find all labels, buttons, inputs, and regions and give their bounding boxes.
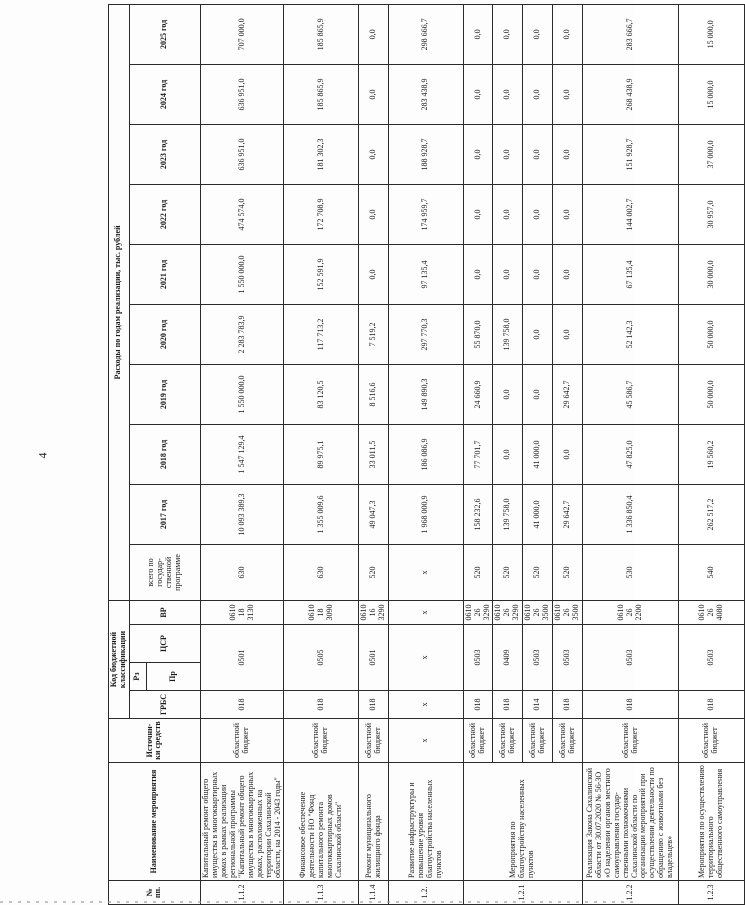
cell-year: 0,0 (553, 304, 583, 364)
cell-total: 1 336 850,4 (583, 484, 679, 544)
cell-grbs: 018 (679, 691, 745, 719)
cell-year: 283 666,7 (583, 4, 679, 64)
cell-source: областной бюджет (553, 719, 583, 763)
cell-year: 0,0 (359, 64, 389, 124)
cell-grbs: 018 (553, 691, 583, 719)
cell-num: 1.2. (388, 881, 463, 905)
cell-year: 97 135,4 (388, 244, 463, 304)
cell-source: областной бюджет (200, 719, 284, 763)
cell-year: 0,0 (553, 184, 583, 244)
header-total: всего по государ-ственной программе (129, 544, 200, 600)
cell-total: 49 047,3 (359, 484, 389, 544)
cell-year: 0,0 (493, 124, 523, 184)
header-year: 2024 год (129, 64, 200, 124)
cell-vr: 520 (359, 544, 389, 600)
cell-name: Развитие инфраструктуры и повышение уровня благоустройства населенных пунктов (388, 763, 463, 881)
cell-name: Мероприятия по благоустройству населенных пунктов (463, 763, 582, 881)
cell-year: 0,0 (493, 184, 523, 244)
cell-rzpr: 0503 (679, 625, 745, 691)
cell-year: 283 438,9 (388, 64, 463, 124)
header-csr: ЦСР (129, 625, 200, 663)
cell-year: 185 865,9 (284, 64, 359, 124)
cell-csr: x (388, 600, 463, 624)
cell-year: 1 547 129,4 (200, 424, 284, 484)
cell-csr: 061026 3500 (553, 600, 583, 624)
cell-vr: 520 (493, 544, 523, 600)
cell-year: 268 438,9 (583, 64, 679, 124)
cell-name: Ремонт муниципального жилищного фонда (359, 763, 389, 881)
cell-num: 1.1.4 (359, 881, 389, 905)
cell-year: 29 642,7 (553, 364, 583, 424)
cell-year: 181 302,3 (284, 124, 359, 184)
cell-year: 0,0 (463, 244, 493, 304)
cell-year: 7 519,2 (359, 304, 389, 364)
header-code-group: Код бюджетной классификации (109, 600, 130, 718)
cell-year: 15 000,0 (679, 64, 745, 124)
cell-name: Мероприятия по осуществлению территориального общественного самоуправления (679, 763, 745, 881)
table-row (388, 4, 463, 904)
cell-year: 172 708,9 (284, 184, 359, 244)
table-row (679, 4, 745, 904)
cell-year: 0,0 (553, 244, 583, 304)
page-number: 4 (35, 452, 50, 459)
cell-year: 186 086,9 (388, 424, 463, 484)
cell-year: 37 000,0 (679, 124, 745, 184)
cell-grbs: 018 (200, 691, 284, 719)
cell-total: 1 968 000,9 (388, 484, 463, 544)
cell-vr: 540 (679, 544, 745, 600)
header-year: 2022 год (129, 184, 200, 244)
cell-vr: 520 (553, 544, 583, 600)
cell-grbs: 018 (583, 691, 679, 719)
cell-rzpr: 0501 (359, 625, 389, 691)
cell-num: 1.2.2 (583, 881, 679, 905)
cell-year: 0,0 (463, 124, 493, 184)
table-row (583, 4, 679, 904)
cell-num: 1.1.2 (200, 881, 284, 905)
cell-year: 707 000,0 (200, 4, 284, 64)
cell-year: 0,0 (359, 244, 389, 304)
cell-year: 117 713,2 (284, 304, 359, 364)
cell-year: 30 000,0 (679, 244, 745, 304)
cell-rzpr: 0503 (553, 625, 583, 691)
cell-vr: x (388, 544, 463, 600)
cell-csr: 061018 3130 (200, 600, 284, 624)
cell-grbs: 018 (284, 691, 359, 719)
cell-year: 8 516,6 (359, 364, 389, 424)
cell-year: 0,0 (523, 244, 553, 304)
cell-year: 139 758,0 (493, 304, 523, 364)
cell-year: 0,0 (493, 4, 523, 64)
cell-year: 55 870,0 (463, 304, 493, 364)
cell-year: 83 120,5 (284, 364, 359, 424)
table-header (109, 4, 201, 904)
header-year: 2021 год (129, 244, 200, 304)
table-row (284, 4, 359, 904)
cell-grbs: 018 (463, 691, 493, 719)
cell-year: 0,0 (359, 4, 389, 64)
cell-source: областной бюджет (359, 719, 389, 763)
cell-year: 89 975,1 (284, 424, 359, 484)
cell-year: 0,0 (463, 64, 493, 124)
cell-year: 52 142,3 (583, 304, 679, 364)
cell-year: 30 957,0 (679, 184, 745, 244)
cell-year: 50 000,0 (679, 304, 745, 364)
header-grbs: ГРБС (129, 691, 200, 719)
cell-rzpr: 0503 (583, 625, 679, 691)
cell-year: 636 951,0 (200, 124, 284, 184)
cell-total: 41 000,0 (523, 484, 553, 544)
cell-year: 188 928,7 (388, 124, 463, 184)
cell-year: 0,0 (553, 424, 583, 484)
cell-csr: 061016 3290 (359, 600, 389, 624)
header-source: Источни-ки средств (109, 719, 201, 763)
cell-year: 0,0 (463, 184, 493, 244)
cell-total: 139 758,0 (493, 484, 523, 544)
cell-year: 50 000,0 (679, 364, 745, 424)
rotated-table-wrapper (108, 5, 724, 905)
cell-year: 0,0 (553, 124, 583, 184)
cell-total: 29 642,7 (553, 484, 583, 544)
header-vr: ВР (129, 600, 200, 624)
cell-year: 1 550 000,0 (200, 244, 284, 304)
header-num: № пп. (109, 881, 201, 905)
cell-total: 158 232,6 (463, 484, 493, 544)
cell-vr: 520 (463, 544, 493, 600)
cell-year: 41 000,0 (523, 424, 553, 484)
header-year: 2017 год (129, 484, 200, 544)
cell-year: 0,0 (493, 64, 523, 124)
cell-name: Реализация Закона Сахалинской области от 30.07.2020 № 56-ЗО «О наделении органов местного самоуправления государ-ственными полномочиями Сахалинской области по организации мероприятий при осуществлении деятельности по обращению с животными без владельцев» (583, 763, 679, 881)
cell-source: областной бюджет (523, 719, 553, 763)
cell-year: 47 825,0 (583, 424, 679, 484)
cell-year: 149 890,3 (388, 364, 463, 424)
cell-vr: 530 (583, 544, 679, 600)
cell-year: 0,0 (523, 184, 553, 244)
cell-csr: 061026 4080 (679, 600, 745, 624)
cell-year: 0,0 (523, 364, 553, 424)
cell-total: 10 093 389,3 (200, 484, 284, 544)
cell-year: 0,0 (359, 184, 389, 244)
cell-source: областной бюджет (463, 719, 493, 763)
cell-year: 0,0 (523, 64, 553, 124)
cell-year: 19 560,2 (679, 424, 745, 484)
cell-rzpr: 0503 (523, 625, 553, 691)
scan-edge-artifact (0, 901, 634, 903)
cell-year: 1 550 000,0 (200, 364, 284, 424)
cell-vr: 520 (523, 544, 553, 600)
cell-year: 0,0 (523, 124, 553, 184)
header-year: 2020 год (129, 304, 200, 364)
cell-vr: 630 (284, 544, 359, 600)
table-row (200, 4, 284, 904)
header-year: 2025 год (129, 4, 200, 64)
cell-rzpr: 0409 (493, 625, 523, 691)
cell-num: 1.2.1 (463, 881, 582, 905)
cell-year: 0,0 (463, 4, 493, 64)
header-year: 2023 год (129, 124, 200, 184)
cell-name: Капитальный ремонт общего имущества в многоквартирных домах в рамках реализации региональной программы "Капитальный ремонт общего имущества в многоквартирных домах, расположенных на территории Сахалинской области, на 2014 - 2043 годы" (200, 763, 284, 881)
cell-rzpr: 0501 (200, 625, 284, 691)
cell-source: областной бюджет (493, 719, 523, 763)
cell-num: 1.2.3 (679, 881, 745, 905)
table-body (200, 4, 744, 904)
cell-grbs: 018 (359, 691, 389, 719)
header-name: Наименование мероприятия (109, 763, 201, 881)
cell-grbs: x (388, 691, 463, 719)
header-expense-group: Расходы по годам реализации, тыс. рублей (109, 4, 130, 600)
cell-source: областной бюджет (284, 719, 359, 763)
cell-grbs: 018 (493, 691, 523, 719)
cell-total: 262 517,2 (679, 484, 745, 544)
header-pr: Пр (146, 663, 200, 691)
cell-rzpr: x (388, 625, 463, 691)
cell-csr: 061026 2200 (583, 600, 679, 624)
cell-year: 0,0 (493, 244, 523, 304)
cell-num: 1.1.3 (284, 881, 359, 905)
cell-year: 636 951,0 (200, 64, 284, 124)
cell-grbs: 014 (523, 691, 553, 719)
header-rz: Рз (129, 663, 146, 691)
cell-year: 0,0 (553, 64, 583, 124)
cell-year: 0,0 (523, 304, 553, 364)
cell-year: 2 283 783,9 (200, 304, 284, 364)
cell-year: 0,0 (493, 424, 523, 484)
cell-rzpr: 0505 (284, 625, 359, 691)
table-row (463, 4, 493, 904)
cell-year: 45 586,7 (583, 364, 679, 424)
cell-rzpr: 0503 (463, 625, 493, 691)
cell-year: 15 000,0 (679, 4, 745, 64)
budget-table (108, 4, 745, 905)
cell-year: 297 770,3 (388, 304, 463, 364)
table-row (359, 4, 389, 904)
cell-year: 33 011,5 (359, 424, 389, 484)
cell-year: 185 865,9 (284, 4, 359, 64)
cell-name: Финансовое обеспечение деятельности НО "Фонд капитального ремонта многоквартирных домов Сахалинской области" (284, 763, 359, 881)
cell-year: 0,0 (359, 124, 389, 184)
cell-year: 0,0 (493, 364, 523, 424)
header-year: 2018 год (129, 424, 200, 484)
cell-year: 67 135,4 (583, 244, 679, 304)
cell-vr: 630 (200, 544, 284, 600)
cell-source: областной бюджет (679, 719, 745, 763)
cell-year: 474 574,0 (200, 184, 284, 244)
cell-year: 0,0 (553, 4, 583, 64)
cell-year: 298 666,7 (388, 4, 463, 64)
header-year: 2019 год (129, 364, 200, 424)
cell-year: 152 591,9 (284, 244, 359, 304)
cell-year: 24 660,9 (463, 364, 493, 424)
cell-csr: 061026 3500 (523, 600, 553, 624)
cell-year: 174 959,7 (388, 184, 463, 244)
cell-csr: 061026 3290 (493, 600, 523, 624)
cell-csr: 061026 3290 (463, 600, 493, 624)
cell-year: 77 701,7 (463, 424, 493, 484)
cell-source: областной бюджет (583, 719, 679, 763)
cell-total: 1 355 009,6 (284, 484, 359, 544)
cell-year: 151 928,7 (583, 124, 679, 184)
cell-source: x (388, 719, 463, 763)
cell-year: 144 002,7 (583, 184, 679, 244)
cell-year: 0,0 (523, 4, 553, 64)
cell-csr: 061018 3090 (284, 600, 359, 624)
